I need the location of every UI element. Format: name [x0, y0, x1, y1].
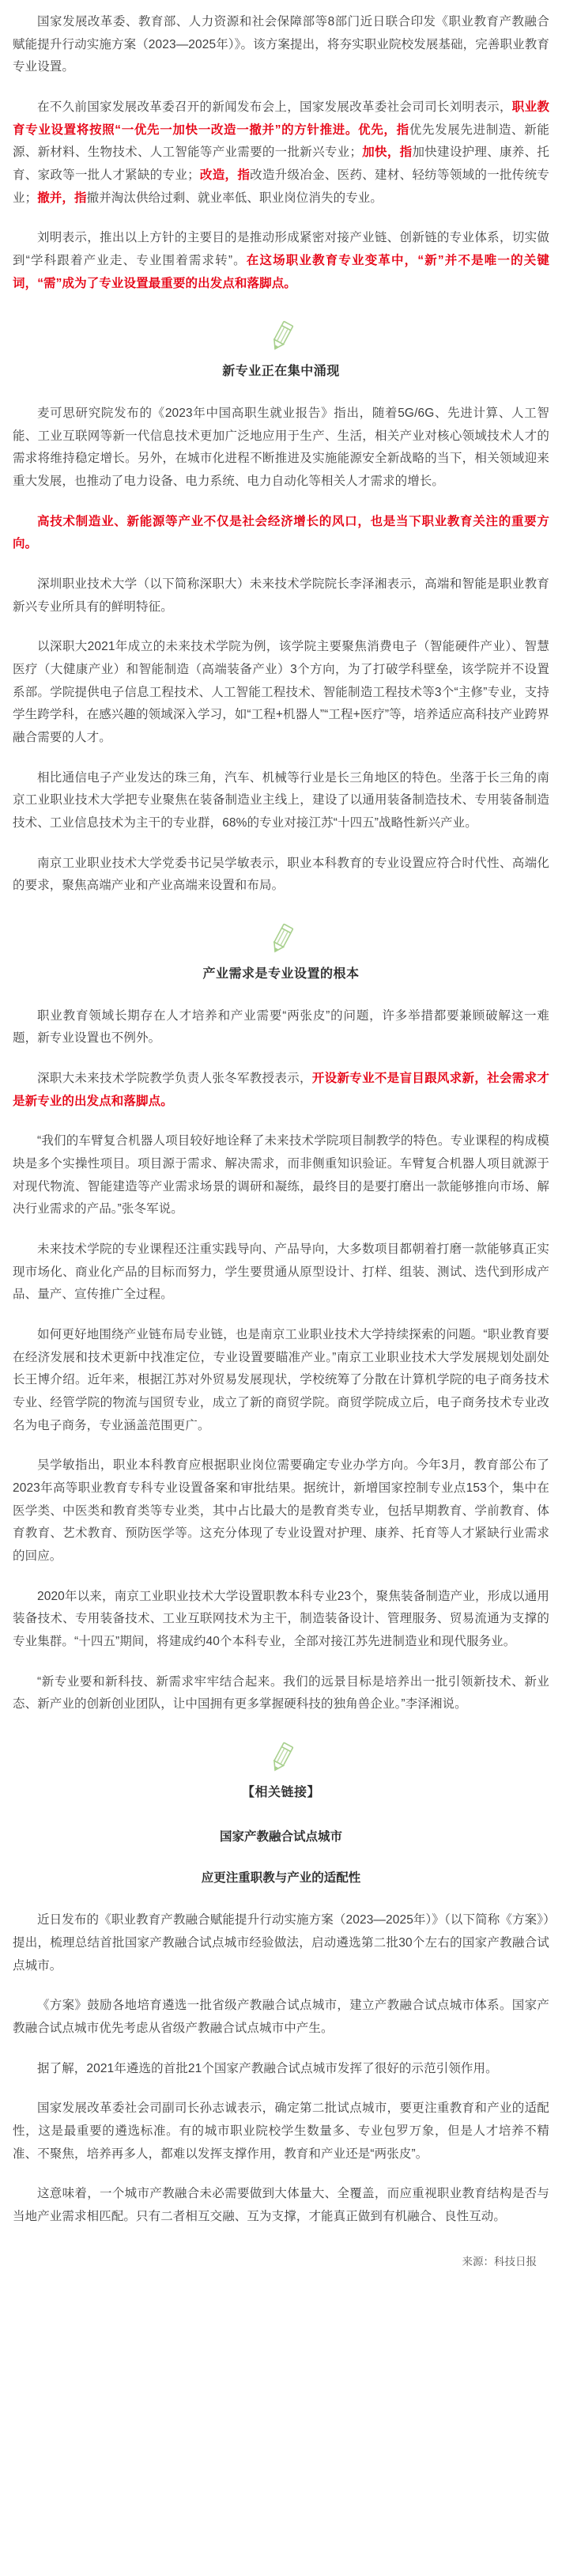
paragraph — [13, 1671, 549, 1716]
body-text: “新专业要和新科技、新需求牢牢结合起来。我们的远景目标是培养出一批引领新技术、新业态、新产业的创新创业团队，让中国拥有更多掌握硬科技的独角兽企业。”李泽湘说。 — [13, 1674, 549, 1712]
paragraph — [13, 1324, 549, 1437]
section-one-title: 新专业正在集中涌现 — [222, 365, 340, 379]
paragraph — [13, 767, 549, 835]
source-attribution: 来源：科技日报 — [462, 2255, 537, 2268]
body-text: 吴学敏指出，职业本科教育应根据职业岗位需要确定专业办学方向。今年3月，教育部公布了2023年高等职业教育专科专业设置备案和审批结果。据统计，新增国家控制专业点153个，集中在医学类、中医类和教育类等专业类，其中占比最大的是教育类专业，包括早期教育、学前教育、体育教育、艺术教育、预防医学等。这充分体现了专业设置对护理、康养、托育等人才紧缺行业需求的回应。 — [13, 1458, 549, 1564]
paragraph — [13, 573, 549, 618]
body-text: 国家发展改革委、教育部、人力资源和社会保障部等8部门近日联合印发《职业教育产教融合赋能提升行动实施方案（2023—2025年）》。该方案提出，将夯实职业院校发展基础，完善职业教育专业设置。 — [13, 15, 549, 74]
paragraph — [13, 636, 549, 749]
section-three-title: 【相关链接】 — [241, 1786, 320, 1800]
pencil-icon — [266, 1740, 297, 1775]
body-text: 改造升级冶金、医药、建材、轻纺等领域的一批传统专业； — [13, 168, 549, 205]
body-text: 职业教育领域长期存在人才培养和产业需要“两张皮”的问题，许多举措都要兼顾破解这一难题，新专业设置也不例外。 — [13, 1008, 549, 1046]
body-text: 近日发布的《职业教育产教融合赋能提升行动实施方案（2023—2025年）》（以下简称《方案》）提出，梳理总结首批国家产教融合试点城市经验做法，启动遴选第二批30个左右的国家产教融合试点城市。 — [13, 1913, 549, 1973]
body-text: 如何更好地围绕产业链布局专业链，也是南京工业职业技术大学持续探索的问题。“职业教育要在经济发展和技术更新中找准定位，专业设置要瞄准产业。”南京工业职业技术大学发展规划处副处长王博介绍。近年来，根据江苏对外贸易发展现状，学校统筹了分散在计算机学院的电子商务技术专业、经管学院的物流与国贸专业，成立了新的商贸学院。商贸学院成立后，电子商务技术专业改名为电子商务，专业涵盖范围更广。 — [13, 1328, 549, 1432]
paragraph — [13, 2097, 549, 2166]
body-text: 刘明表示，推出以上方针的主要目的是推动形成紧密对接产业链、创新链的专业体系，切实做到“学科跟着产业走、专业围着需求转”。 — [13, 231, 549, 268]
section-three-body — [13, 1909, 549, 2228]
body-text: 未来技术学院的专业课程还注重实践导向、产品导向，大多数项目都朝着打磨一款能够真正实现市场化、商业化产品的目标而努力，学生要贯通从原型设计、打样、组装、测试、迭代到形成产品、量产、宣传推广全过程。 — [13, 1243, 549, 1302]
body-text: 深职大未来技术学院教学负责人张冬军教授表示， — [37, 1072, 312, 1086]
pencil-icon — [266, 921, 297, 956]
body-text: 深圳职业技术大学（以下简称深职大）未来技术学院院长李泽湘表示，高端和智能是职业教育新兴专业所具有的鲜明特征。 — [13, 577, 549, 614]
body-text: 2020年以来，南京工业职业技术大学设置职教本科专业23个，聚焦装备制造产业，形成以通用装备技术、专用装备技术、工业互联网技术为主干，制造装备设计、管理服务、贸易流通为支撑的专业集群。“十四五”期间，将建成约40个本科专业，全部对接江苏先进制造业和现代服务业。 — [13, 1589, 549, 1649]
paragraph — [13, 1068, 549, 1113]
body-text: 在不久前国家发展改革委召开的新闻发布会上，国家发展改革委社会司司长刘明表示， — [37, 100, 512, 115]
paragraph — [13, 403, 549, 494]
paragraph — [13, 1995, 549, 2040]
paragraph — [13, 2058, 549, 2081]
paragraph — [13, 1454, 549, 1568]
pencil-icon — [266, 319, 297, 354]
emphasis-text: 高技术制造业、新能源等产业不仅是社会经济增长的风口，也是当下职业教育关注的重要方向。 — [13, 514, 549, 551]
related-subhead-one: 国家产教融合试点城市 — [219, 1829, 342, 1844]
section-divider-three — [13, 1740, 549, 1803]
body-text: 麦可思研究院发布的《2023年中国高职生就业报告》指出，随着5G/6G、先进计算、人工智能、工业互联网等新一代信息技术更加广泛地应用于生产、生活，相关产业对核心领域技术人才的需求将维持稳定增长。另外，在城市化进程不断推进及实施能源安全新战略的当下，相关领域迎来重大发展，也推动了电力设备、电力系统、电力自动化等相关人才需求的增长。 — [13, 406, 549, 488]
body-text: “我们的车臂复合机器人项目较好地诠释了未来技术学院项目制教学的特色。专业课程的构成模块是多个实操性项目。项目源于需求、解决需求，而非侧重知识验证。车臂复合机器人项目就源于对现代物流、智能建造等产业需求场景的调研和凝练，最终目的是要打磨出一款能够推向市场、解决行业需求的产品。”张冬军说。 — [13, 1134, 549, 1216]
emphasis-text: 加快，指 — [362, 146, 413, 160]
body-text: 以深职大2021年成立的未来技术学院为例，该学院主要聚焦消费电子（智能硬件产业）、智慧医疗（大健康产业）和智能制造（高端装备产业）3个方向，为了打破学科壁垒，该学院并不设置系部。学院提供电子信息工程技术、人工智能工程技术、智能制造工程技术等3个“主修”专业，支持学生跨学科，在感兴趣的领域深入学习，如“工程+机器人”“工程+医疗”等，培养适应高科技产业跨界融合需要的人才。 — [13, 640, 549, 745]
body-text: 这意味着，一个城市产教融合未必需要做到大体量大、全覆盖，而应重视职业教育结构是否与当地产业需求相匹配。只有二者相互交融、互为支撑，才能真正做到有机融合、良性互动。 — [13, 2187, 549, 2224]
emphasis-text: 在这场职业教育专业变革中，“新”并不是唯一的关键词，“需”成为了专业设置最重要的出发点和落脚点。 — [13, 254, 549, 290]
body-text: 优先发展先进制造、新能源、新材料、生物技术、人工智能等产业需要的一批新兴专业； — [13, 123, 549, 160]
paragraph — [13, 1586, 549, 1654]
emphasis-text: 改造，指 — [199, 168, 251, 183]
paragraph — [13, 1239, 549, 1307]
body-text: 相比通信电子产业发达的珠三角，汽车、机械等行业是长三角地区的特色。坐落于长三角的南京工业职业技术大学把专业聚焦在装备制造业主线上，建设了以通用装备制造技术、专用装备制造技术、工业信息技术为主干的专业群，68%的专业对接江苏“十四五”战略性新兴产业。 — [13, 770, 549, 830]
paragraph — [13, 2183, 549, 2228]
paragraph — [13, 853, 549, 898]
paragraph — [13, 1005, 549, 1050]
emphasis-text: 开设新专业不是盲目跟风求新，社会需求才是新专业的出发点和落脚点。 — [13, 1072, 550, 1108]
section-divider-one — [13, 319, 549, 382]
body-text: 加快建设护理、康养、托育、家政等一批人才紧缺的专业； — [13, 146, 549, 183]
section-two-title: 产业需求是专业设置的根本 — [202, 967, 360, 982]
emphasis-text: 职业教育专业设置将按照“一优先一加快一改造一撤并”的方针推进。优先，指 — [13, 100, 549, 137]
paragraph — [13, 227, 549, 295]
paragraph — [13, 1909, 549, 1977]
body-text: 国家发展改革委社会司副司长孙志诚表示，确定第二批试点城市，要更注重教育和产业的适配性，这是最重要的遴选标准。有的城市职业院校学生数量多、专业包罗万象，但是人才培养不精准、不聚焦，培养再多人，都难以发挥支撑作用，教育和产业还是“两张皮”。 — [13, 2101, 549, 2161]
paragraph — [13, 96, 549, 210]
paragraph — [13, 11, 549, 79]
body-text: 《方案》鼓励各地培育遴选一批省级产教融合试点城市，建立产教融合试点城市体系。国家产教融合试点城市优先考虑从省级产教融合试点城市中产生。 — [13, 1999, 549, 2036]
emphasis-text: 撤并，指 — [37, 191, 87, 205]
intro-paragraphs — [13, 11, 549, 295]
section-one-body — [13, 403, 549, 898]
body-text: 撤并淘汰供给过剩、就业率低、职业岗位消失的专业。 — [86, 191, 383, 205]
body-text: 据了解，2021年遴选的首批21个国家产教融合试点城市发挥了很好的示范引领作用。 — [37, 2061, 498, 2075]
body-text: 南京工业职业技术大学党委书记吴学敏表示，职业本科教育的专业设置应符合时代性、高端化的要求，聚焦高端产业和产业高端来设置和布局。 — [13, 856, 549, 893]
related-subhead-two: 应更注重职教与产业的适配性 — [201, 1871, 361, 1886]
paragraph — [13, 511, 549, 556]
section-two-body — [13, 1005, 549, 1716]
section-divider-two — [13, 921, 549, 985]
paragraph — [13, 1130, 549, 1221]
